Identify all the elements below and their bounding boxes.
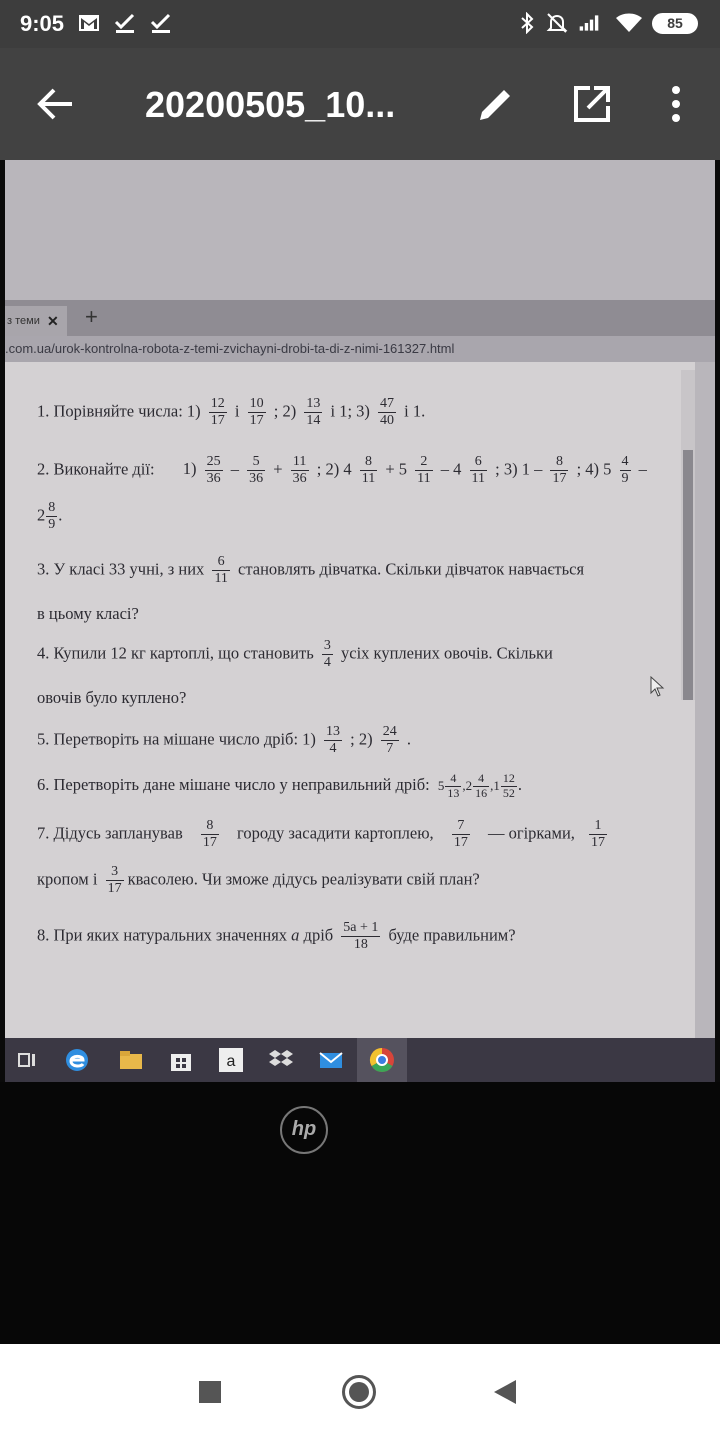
question-1 <box>37 396 425 429</box>
denominator: 9 <box>621 471 629 487</box>
denominator: 11 <box>361 471 376 487</box>
q6-text: 6. Перетворіть дане мішане число у неправильний дріб: <box>37 775 430 795</box>
denominator: 4 <box>323 655 331 671</box>
app-bar <box>0 48 720 160</box>
q8-variable: a <box>291 925 300 945</box>
q2-text: ; 2) 4 <box>316 459 352 479</box>
q7-text: квасолею. Чи зможе дідусь реалізувати свій план? <box>127 869 480 889</box>
numerator: 11 <box>291 454 309 471</box>
question-8 <box>37 920 516 953</box>
hp-logo: hp <box>280 1106 328 1154</box>
status-bar <box>0 0 720 48</box>
image-title: 20200505_10... <box>145 84 396 125</box>
fraction <box>248 396 266 429</box>
back-triangle-icon[interactable] <box>492 1378 518 1406</box>
numerator: 6 <box>212 554 229 571</box>
q8-text: дріб <box>303 925 334 945</box>
chrome-taskbar-button <box>357 1038 407 1082</box>
recents-square-icon[interactable] <box>198 1380 222 1404</box>
numerator: 3 <box>322 638 333 655</box>
signal-icon <box>578 12 600 34</box>
numerator: 5a + 1 <box>341 920 380 937</box>
gmail-icon <box>78 12 100 34</box>
fraction <box>322 638 333 671</box>
q5-text: . <box>406 729 411 749</box>
question-7-line-2 <box>37 864 480 897</box>
denominator: 9 <box>48 517 56 533</box>
wifi-icon <box>615 12 643 34</box>
new-tab-icon: + <box>85 304 98 329</box>
q2-text: 2. Виконайте дії: <box>37 459 155 479</box>
q5-text: ; 2) <box>350 729 373 749</box>
q3-text: становлять дівчатка. Скільки дівчаток навчається <box>238 559 585 579</box>
more-vertical-icon <box>670 84 682 124</box>
fraction <box>415 454 432 487</box>
question-3-line-2: в цьому класі? <box>37 604 139 623</box>
numerator: 4 <box>445 772 461 787</box>
fraction <box>550 454 568 487</box>
numerator: 8 <box>360 454 377 471</box>
denominator: 17 <box>210 413 225 429</box>
denominator: 17 <box>249 413 264 429</box>
q5-text: 5. Перетворіть на мішане число дріб: 1) <box>37 729 316 749</box>
fraction <box>378 396 396 429</box>
back-arrow-icon <box>36 84 76 124</box>
laptop-screen <box>5 160 715 1070</box>
fraction <box>501 772 517 801</box>
q6-text: . <box>517 775 522 795</box>
fraction <box>473 772 489 801</box>
bluetooth-icon <box>516 12 538 34</box>
status-time: 9:05 <box>20 11 65 36</box>
battery-level: 85 <box>667 15 683 31</box>
numerator: 25 <box>205 454 223 471</box>
open-external-icon <box>572 84 612 124</box>
q1-text: і 1; 3) <box>330 401 370 421</box>
svg-text:a: a <box>226 1053 236 1070</box>
question-3 <box>37 554 584 587</box>
numerator: 8 <box>550 454 568 471</box>
numerator: 4 <box>620 454 631 471</box>
fraction <box>452 818 470 851</box>
q2-operator: + <box>273 459 283 479</box>
fraction <box>470 454 487 487</box>
q6-whole: ,2 <box>462 778 473 794</box>
numerator: 10 <box>248 396 266 413</box>
denominator: 11 <box>471 471 485 487</box>
amazon-icon <box>217 1046 245 1074</box>
tab-label: з теми <box>7 315 40 327</box>
q6-whole: 5 <box>437 778 445 794</box>
browser-address-bar <box>5 336 715 362</box>
question-4-line-2: овочів було куплено? <box>37 688 187 707</box>
open-external-button[interactable] <box>568 80 616 128</box>
q1-text: ; 2) <box>273 401 297 421</box>
numerator: 6 <box>470 454 487 471</box>
fraction <box>304 396 322 429</box>
numerator: 8 <box>201 818 219 835</box>
photo-viewer[interactable] <box>0 160 720 1344</box>
denominator: 17 <box>591 835 606 851</box>
check-icon <box>150 12 172 34</box>
task-view-icon <box>13 1046 41 1074</box>
fraction <box>46 500 57 533</box>
denominator: 17 <box>453 835 468 851</box>
q2-text: – 4 <box>440 459 462 479</box>
chrome-icon <box>368 1046 396 1074</box>
denominator: 18 <box>353 937 368 953</box>
question-7 <box>37 818 617 851</box>
q1-text: і 1. <box>404 401 426 421</box>
numerator: 13 <box>324 724 342 741</box>
q8-text: буде правильним? <box>388 925 516 945</box>
browser-tab-strip <box>5 300 715 336</box>
home-circle-icon[interactable] <box>341 1374 377 1410</box>
fraction <box>360 454 377 487</box>
numerator: 47 <box>378 396 396 413</box>
back-button[interactable] <box>32 80 80 128</box>
windows-taskbar <box>5 1038 715 1082</box>
q2-text: 1) <box>182 459 197 479</box>
numerator: 7 <box>452 818 470 835</box>
q2-text: ; 3) 1 – <box>495 459 543 479</box>
numerator: 3 <box>106 864 124 881</box>
fraction <box>209 396 227 429</box>
q2-text: 2 <box>37 505 46 525</box>
fraction <box>445 772 461 801</box>
denominator: 17 <box>107 881 122 897</box>
question-5 <box>37 724 411 757</box>
fraction <box>341 920 380 953</box>
battery-icon <box>652 13 698 34</box>
question-2 <box>37 454 647 487</box>
check-icon <box>114 12 136 34</box>
edge-icon <box>63 1046 91 1074</box>
denominator: 14 <box>306 413 321 429</box>
denominator: 16 <box>475 785 488 800</box>
denominator: 17 <box>202 835 217 851</box>
q7-text: — огірками, <box>487 823 575 843</box>
question-2-line-2 <box>37 500 62 533</box>
numerator: 24 <box>381 724 399 741</box>
q7-text: городу засадити картоплею, <box>237 823 434 843</box>
numerator: 12 <box>502 771 515 785</box>
bell-off-icon <box>546 12 568 34</box>
browser-tab <box>5 306 67 336</box>
worksheet-page <box>5 362 695 1038</box>
q3-text: 3. У класі 33 учні, з них <box>37 559 205 579</box>
q2-text: + 5 <box>385 459 408 479</box>
denominator: 11 <box>214 571 228 587</box>
numerator: 13 <box>304 396 322 413</box>
file-explorer-icon <box>117 1046 145 1074</box>
denominator: 36 <box>206 471 221 487</box>
q7-text: кропом і <box>37 869 98 889</box>
denominator: 17 <box>552 471 567 487</box>
fraction <box>247 454 265 487</box>
url-text: .com.ua/urok-kontrolna-robota-z-temi-zvichayni-drobi-ta-di-z-nimi-161327.html <box>5 341 455 356</box>
edit-button[interactable] <box>472 80 520 128</box>
q2-text: – <box>638 459 647 479</box>
fraction <box>201 818 219 851</box>
denominator: 11 <box>417 471 431 487</box>
q6-whole: ,1 <box>490 778 500 794</box>
numerator: 12 <box>209 396 227 413</box>
q8-text: 8. При яких натуральних значеннях <box>37 925 288 945</box>
mouse-cursor-icon <box>650 676 666 698</box>
denominator: 13 <box>447 785 460 800</box>
more-options-button[interactable] <box>652 80 700 128</box>
denominator: 36 <box>292 471 307 487</box>
fraction <box>589 818 607 851</box>
q4-text: 4. Купили 12 кг картоплі, що становить <box>37 643 314 663</box>
fraction <box>381 724 399 757</box>
q2-text: . <box>58 505 63 525</box>
fraction <box>291 454 309 487</box>
denominator: 4 <box>329 741 337 757</box>
android-nav-bar <box>0 1344 720 1440</box>
numerator: 1 <box>589 818 607 835</box>
denominator: 40 <box>380 413 395 429</box>
fraction <box>620 454 631 487</box>
dropbox-icon <box>267 1046 295 1074</box>
q1-text: і <box>234 401 240 421</box>
numerator: 8 <box>46 500 57 517</box>
q1-text: 1. Порівняйте числа: 1) <box>37 401 201 421</box>
q2-operator: – <box>230 459 239 479</box>
fraction <box>212 554 229 587</box>
question-6 <box>37 772 522 801</box>
mail-icon <box>317 1046 345 1074</box>
denominator: 52 <box>502 785 515 800</box>
q2-text: ; 4) 5 <box>576 459 612 479</box>
denominator: 7 <box>386 741 394 757</box>
store-icon <box>167 1046 195 1074</box>
page-scroll-thumb <box>683 450 693 700</box>
fraction <box>106 864 124 897</box>
question-4 <box>37 638 553 671</box>
denominator: 36 <box>249 471 264 487</box>
edit-pencil-icon <box>476 84 516 124</box>
q4-text: усіх куплених овочів. Скільки <box>341 643 553 663</box>
numerator: 4 <box>473 772 489 787</box>
numerator: 2 <box>415 454 432 471</box>
numerator: 5 <box>247 454 265 471</box>
fraction <box>205 454 223 487</box>
tab-close-icon: ✕ <box>47 313 59 329</box>
fraction <box>324 724 342 757</box>
q7-text: 7. Дідусь запланував <box>37 823 183 843</box>
laptop-bezel <box>0 1082 720 1344</box>
